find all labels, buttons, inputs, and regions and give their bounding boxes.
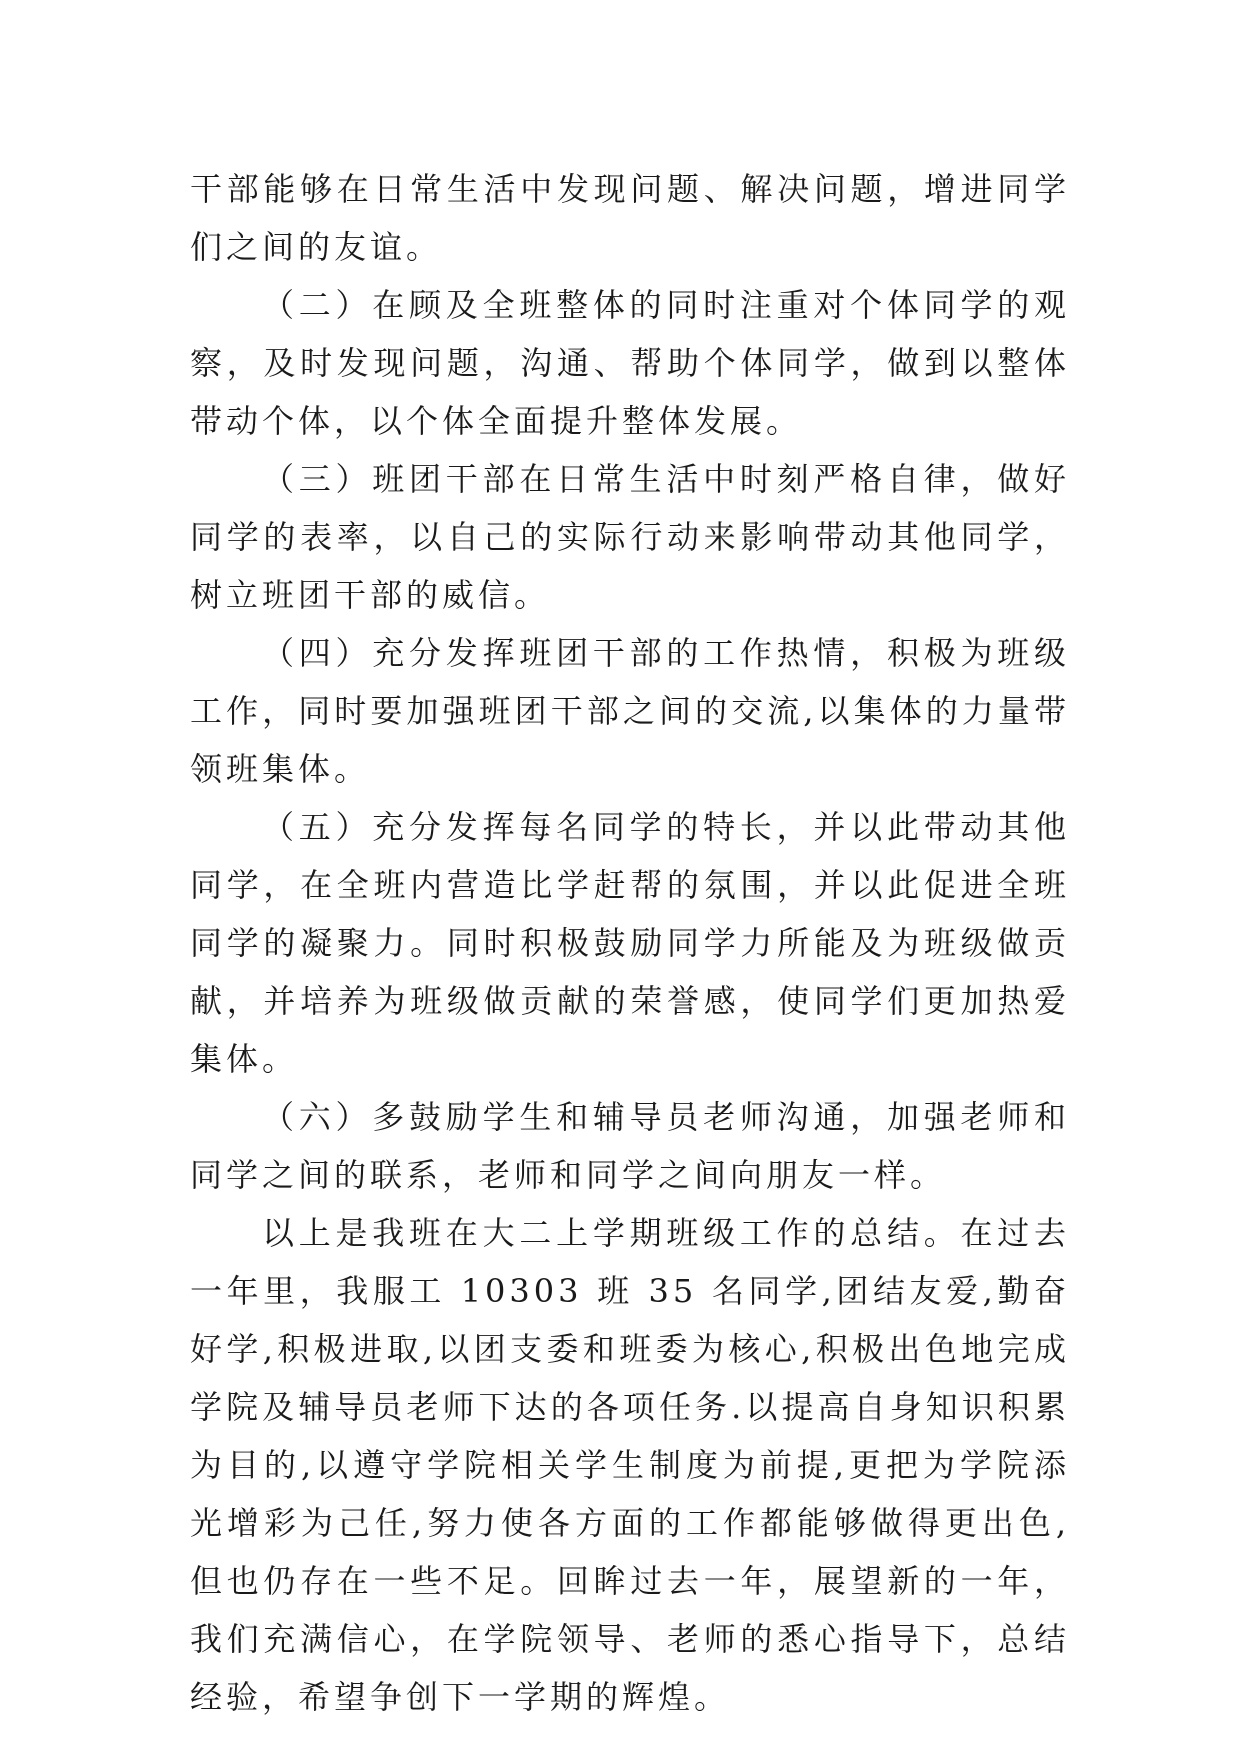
paragraph-summary: 以上是我班在大二上学期班级工作的总结。在过去一年里，我服工 10303 班 35 名同学,团结友爱,勤奋好学,积极进取,以团支委和班委为核心,积极出色地完成学院及辅导员老师下达的各项任务.以提高自身知识积累为目的,以遵守学院相关学生制度为前提,更把为学院添光增彩为己任,努力使各方面的工作都能够做得更出色,但也仍存在一些不足。回眸过去一年，展望新的一年，我们充满信心，在学院领导、老师的悉心指导下，总结经验，希望争创下一学期的辉煌。 xyxy=(190,1214,1070,1716)
paragraph-item-2: （二）在顾及全班整体的同时注重对个体同学的观察，及时发现问题，沟通、帮助个体同学，做到以整体带动个体，以个体全面提升整体发展。 xyxy=(190,286,1070,440)
paragraph-item-3: （三）班团干部在日常生活中时刻严格自律，做好同学的表率，以自己的实际行动来影响带动其他同学，树立班团干部的威信。 xyxy=(190,460,1070,614)
paragraph-item-6: （六）多鼓励学生和辅导员老师沟通，加强老师和同学之间的联系，老师和同学之间向朋友一样。 xyxy=(190,1098,1070,1194)
paragraph-continuation: 干部能够在日常生活中发现问题、解决问题，增进同学们之间的友谊。 xyxy=(190,170,1070,266)
paragraph-item-5: （五）充分发挥每名同学的特长，并以此带动其他同学，在全班内营造比学赶帮的氛围，并以此促进全班同学的凝聚力。同时积极鼓励同学力所能及为班级做贡献，并培养为班级做贡献的荣誉感，使同学们更加热爱集体。 xyxy=(190,808,1070,1078)
paragraph-item-4: （四）充分发挥班团干部的工作热情，积极为班级工作，同时要加强班团干部之间的交流,以集体的力量带领班集体。 xyxy=(190,634,1070,788)
document-body xyxy=(190,160,1070,1726)
